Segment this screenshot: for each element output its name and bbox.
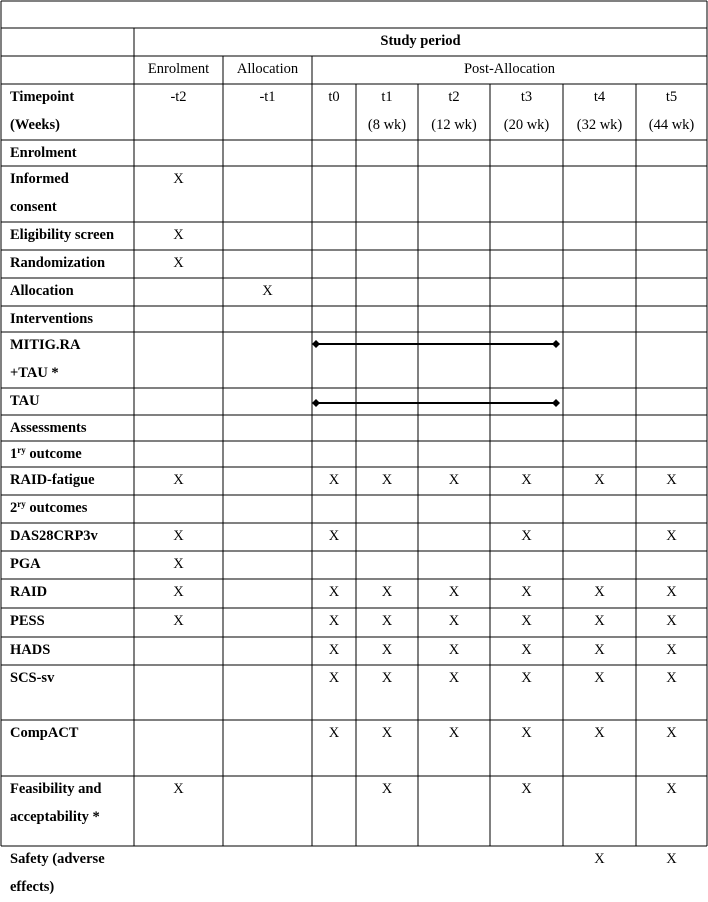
timepoint-code: -t2: [170, 89, 187, 105]
row-label: +TAU *: [10, 365, 59, 381]
mark-x: X: [594, 725, 605, 741]
span-endpoint-diamond: [312, 399, 320, 407]
row-label: DAS28CRP3v: [10, 528, 98, 544]
mark-x: X: [666, 528, 677, 544]
mark-x: X: [666, 670, 677, 686]
row-label: Informed: [10, 171, 69, 187]
mark-x: X: [328, 613, 340, 629]
phase-post-allocation: Post-Allocation: [463, 61, 556, 77]
row-label-rest: outcomes: [25, 500, 88, 516]
mark-x: X: [448, 670, 460, 686]
timepoint-code: t0: [328, 89, 340, 105]
timepoint-code: -t1: [259, 89, 276, 105]
row-label: PESS: [10, 613, 45, 629]
mark-x: X: [666, 584, 677, 600]
mark-x: X: [381, 613, 393, 629]
row-label: Interventions: [10, 311, 93, 327]
mark-x: X: [328, 584, 340, 600]
mark-x: X: [173, 781, 184, 797]
row-label: acceptability *: [10, 809, 100, 825]
mark-x: X: [173, 556, 184, 572]
mark-x: X: [666, 781, 677, 797]
mark-x: X: [173, 584, 184, 600]
row-label: SCS-sv: [10, 670, 55, 686]
timepoint-label: Timepoint: [10, 89, 75, 105]
row-label-sup: ry: [17, 445, 26, 455]
span-endpoint-diamond: [552, 340, 560, 348]
row-label: effects): [10, 879, 55, 895]
mark-x: X: [448, 472, 460, 488]
mark-x: X: [173, 227, 184, 243]
row-label: Eligibility screen: [10, 227, 115, 243]
mark-x: X: [381, 781, 393, 797]
mark-x: X: [594, 642, 605, 658]
mark-x: X: [381, 642, 393, 658]
mark-x: X: [448, 725, 460, 741]
mark-x: X: [521, 584, 532, 600]
mark-x: X: [521, 472, 532, 488]
study-period-header: Study period: [380, 33, 461, 49]
row-label: Randomization: [10, 255, 106, 271]
mark-x: X: [666, 642, 677, 658]
phase-enrolment: Enrolment: [147, 61, 210, 77]
span-endpoint-diamond: [312, 340, 320, 348]
row-label: consent: [10, 199, 57, 215]
mark-x: X: [521, 642, 532, 658]
mark-x: X: [521, 781, 532, 797]
mark-x: X: [328, 642, 340, 658]
mark-x: X: [448, 642, 460, 658]
mark-x: X: [594, 851, 605, 867]
mark-x: X: [521, 613, 532, 629]
row-label: Assessments: [10, 420, 87, 436]
mark-x: X: [521, 528, 532, 544]
mark-x: X: [173, 613, 184, 629]
mark-x: X: [173, 472, 184, 488]
row-label: RAID-fatigue: [10, 472, 95, 488]
row-label-num: 2: [10, 500, 18, 516]
mark-x: X: [594, 584, 605, 600]
row-label: MITIG.RA: [10, 337, 81, 353]
mark-x: X: [328, 528, 340, 544]
mark-x: X: [594, 472, 605, 488]
mark-x: X: [328, 670, 340, 686]
row-label: Feasibility and: [10, 781, 102, 797]
row-label: RAID: [10, 584, 48, 600]
mark-x: X: [381, 472, 393, 488]
mark-x: X: [448, 584, 460, 600]
mark-x: X: [173, 171, 184, 187]
row-label: CompACT: [10, 725, 79, 741]
weeks-label: (Weeks): [10, 117, 60, 133]
row-label-rest: outcome: [25, 446, 82, 462]
mark-x: X: [328, 472, 340, 488]
mark-x: X: [381, 725, 393, 741]
timepoint-weeks: (32 wk): [576, 117, 623, 133]
mark-x: X: [381, 670, 393, 686]
mark-x: X: [381, 584, 393, 600]
mark-x: X: [448, 613, 460, 629]
mark-x: X: [173, 528, 184, 544]
timepoint-code: t4: [593, 89, 606, 105]
phase-allocation: Allocation: [236, 61, 299, 77]
timepoint-code: t5: [665, 89, 678, 105]
row-label: PGA: [10, 556, 41, 572]
row-label: TAU: [10, 393, 40, 409]
timepoint-weeks: (20 wk): [503, 117, 550, 133]
row-label: [1, 441, 134, 467]
timepoint-code: t1: [381, 89, 393, 105]
mark-x: X: [666, 725, 677, 741]
mark-x: X: [262, 283, 273, 299]
mark-x: X: [666, 851, 677, 867]
timepoint-weeks: (12 wk): [431, 117, 477, 133]
timepoint-code: t3: [520, 89, 533, 105]
row-label: Safety (adverse: [10, 851, 105, 867]
row-label-sup: ry: [17, 499, 26, 509]
span-endpoint-diamond: [552, 399, 560, 407]
timepoint-code: t2: [448, 89, 460, 105]
mark-x: X: [594, 613, 605, 629]
mark-x: X: [173, 255, 184, 271]
row-label: Allocation: [10, 283, 74, 299]
row-label: HADS: [10, 642, 51, 658]
timepoint-weeks: (8 wk): [367, 117, 407, 133]
mark-x: X: [328, 725, 340, 741]
row-label: [1, 495, 134, 523]
mark-x: X: [666, 472, 677, 488]
mark-x: X: [521, 725, 532, 741]
mark-x: X: [666, 613, 677, 629]
timepoint-weeks: (44 wk): [648, 117, 695, 133]
mark-x: X: [594, 670, 605, 686]
row-label-num: 1: [10, 446, 18, 462]
row-label: Enrolment: [10, 145, 77, 161]
mark-x: X: [521, 670, 532, 686]
